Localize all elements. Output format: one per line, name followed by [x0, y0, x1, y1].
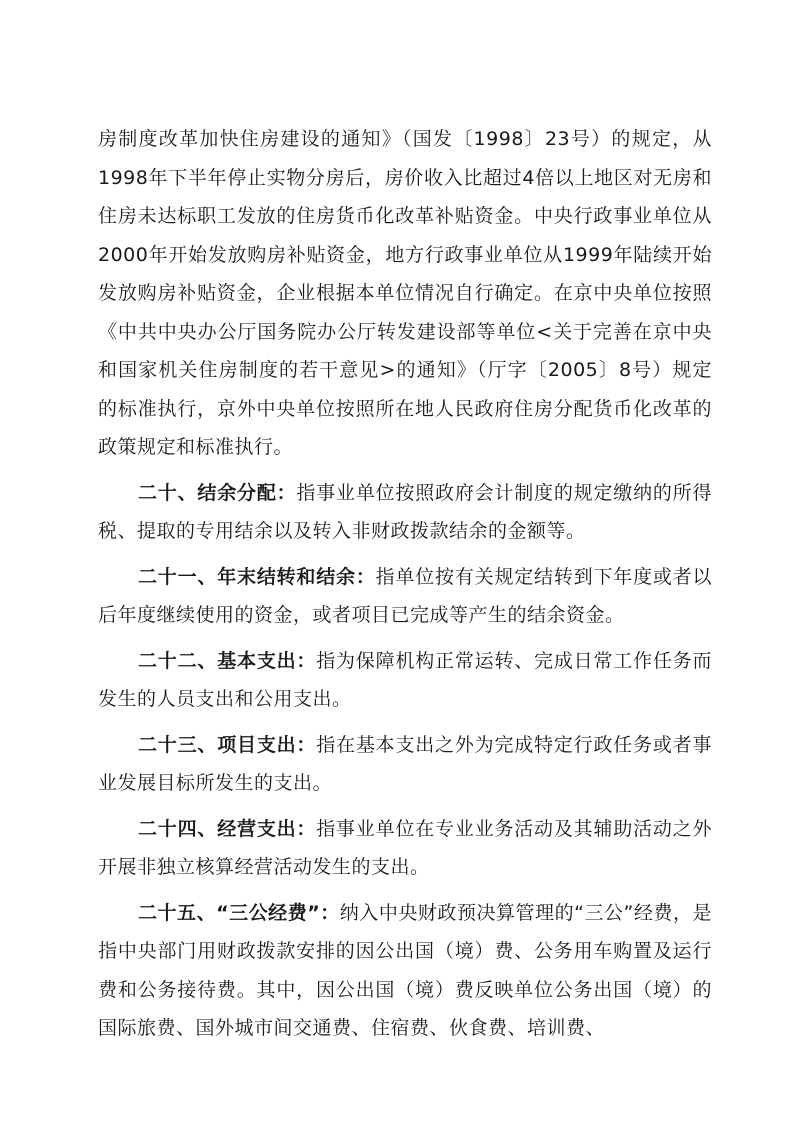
definition-term: 二十、结余分配： [138, 481, 297, 504]
definition-term: 二十三、项目支出： [138, 733, 317, 756]
definition-text: 指事业单位在专业业务活动及其辅助活动之外开展非独立核算经营活动发生的支出。 [98, 817, 712, 878]
definition-term: 二十二、基本支出： [138, 649, 317, 672]
definition-item-21 [98, 558, 712, 635]
definition-item-24 [98, 810, 712, 887]
definition-text: 指为保障机构正常运转、完成日常工作任务而发生的人员支出和公用支出。 [98, 649, 712, 710]
intro-paragraph: 房制度改革加快住房建设的通知》（国发〔1998〕23号）的规定，从1998年下半年停止实物分房后，房价收入比超过4倍以上地区对无房和住房未达标职工发放的住房货币化改革补贴资金。中央行政事业单位从2000年开始发放购房补贴资金，地方行政事业单位从1999年陆续开始发放购房补贴资金，企业根据本单位情况自行确定。在京中央单位按照《中共中央办公厅国务院办公厅转发建设部等单位<关于完善在京中央和国家机关住房制度的若干意见>的通知》（厅字〔2005〕8号）规定的标准执行，京外中央单位按照所在地人民政府住房分配货币化改革的政策规定和标准执行。 [98, 128, 712, 458]
definition-item-23 [98, 726, 712, 803]
definition-text: 指单位按有关规定结转到下年度或者以后年度继续使用的资金，或者项目已完成等产生的结余资金。 [98, 565, 712, 626]
definition-item-20 [98, 474, 712, 551]
definition-term: 二十一、年末结转和结余： [138, 565, 376, 588]
definition-term: 二十五、“三公经费”： [138, 901, 340, 924]
definition-term: 二十四、经营支出： [138, 817, 317, 840]
definition-item-25 [98, 894, 712, 1048]
definition-text: 纳入中央财政预决算管理的“三公”经费，是指中央部门用财政拨款安排的因公出国（境）费、公务用车购置及运行费和公务接待费。其中，因公出国（境）费反映单位公务出国（境）的国际旅费、国外城市间交通费、住宿费、伙食费、培训费、 [98, 901, 712, 1039]
definition-item-22 [98, 642, 712, 719]
body-text [98, 120, 712, 1048]
definition-text: 指在基本支出之外为完成特定行政任务或者事业发展目标所发生的支出。 [98, 733, 712, 794]
definition-text: 指事业单位按照政府会计制度的规定缴纳的所得税、提取的专用结余以及转入非财政拨款结余的金额等。 [98, 481, 712, 542]
